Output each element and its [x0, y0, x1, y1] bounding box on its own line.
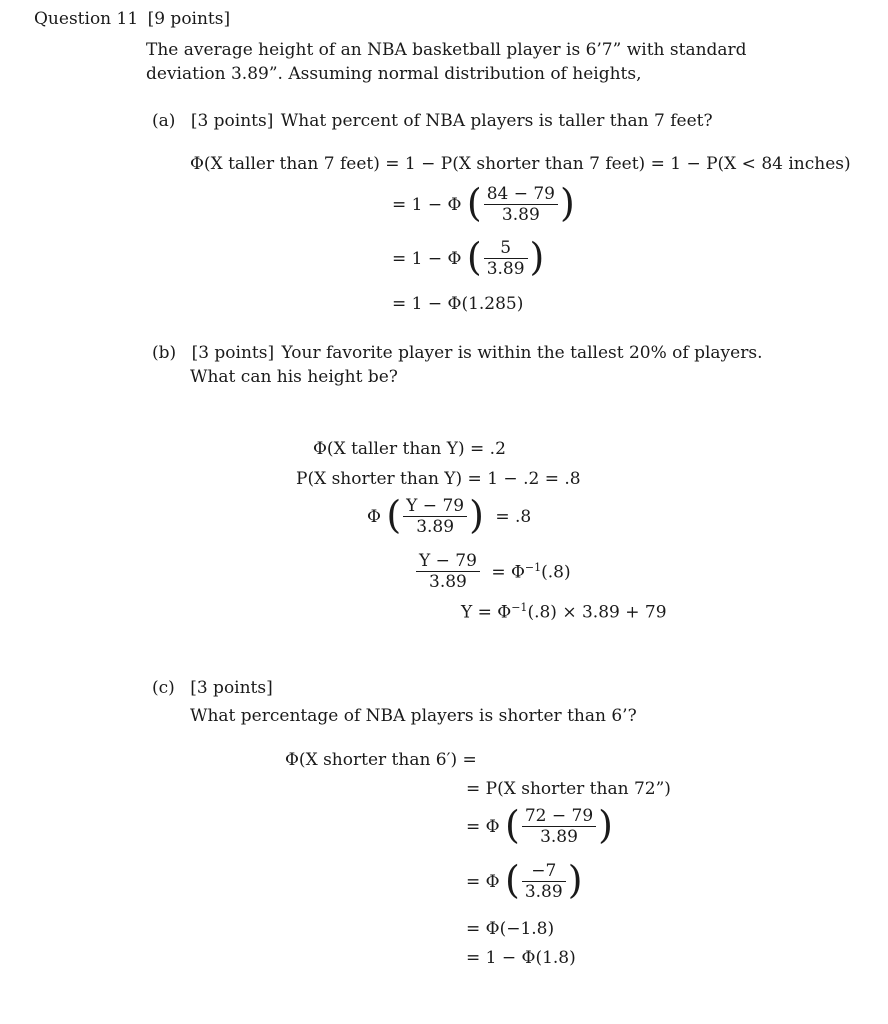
- left-paren: (: [466, 180, 482, 225]
- part-b-eq-5: [461, 601, 667, 623]
- part-c-eq-5: = Φ(−1.8): [466, 919, 555, 939]
- fraction-numerator: −7: [531, 861, 557, 881]
- part-a-eq-1: Φ(X taller than 7 feet) = 1 − P(X shorter than 7 feet) = 1 − P(X < 84 inches): [190, 154, 851, 174]
- part-b-eq-3-suffix: = .8: [495, 506, 532, 527]
- left-paren: (: [386, 492, 402, 537]
- part-a-label: (a): [152, 111, 176, 131]
- fraction-numerator: 5: [500, 238, 512, 258]
- fraction-denominator: 3.89: [484, 258, 528, 279]
- part-b-eq-3-prefix: Φ: [367, 506, 381, 527]
- part-c-header: [152, 678, 273, 698]
- part-b-points: [3 points]: [191, 343, 275, 363]
- part-b-eq-4: [414, 551, 571, 592]
- fraction: [403, 496, 467, 537]
- left-paren: (: [466, 234, 482, 279]
- part-b-question: [152, 343, 762, 363]
- fraction-denominator: 3.89: [484, 204, 558, 225]
- fraction-numerator: 84 − 79: [486, 184, 556, 204]
- part-a-text: What percent of NBA players is taller than 7 feet?: [280, 111, 713, 131]
- part-c-eq-3: [466, 802, 613, 847]
- right-paren: ): [567, 857, 583, 902]
- part-a-eq-4: = 1 − Φ(1.285): [392, 294, 524, 314]
- intro-line-1: The average height of an NBA basketball player is 6’7” with standard: [146, 40, 747, 60]
- left-paren: (: [505, 857, 520, 902]
- part-b-eq-3: [367, 492, 532, 537]
- part-c-label: (c): [152, 678, 175, 698]
- part-a-eq-2-prefix: = 1 − Φ: [392, 194, 462, 215]
- part-c-eq-2: = P(X shorter than 72”): [466, 779, 671, 799]
- part-c-eq-6: = 1 − Φ(1.8): [466, 948, 576, 968]
- fraction: [416, 551, 480, 592]
- fraction: [484, 238, 528, 279]
- right-paren: ): [529, 234, 545, 279]
- question-header: [34, 9, 230, 29]
- part-b-eq-5-lhs: Y = Φ: [461, 602, 512, 623]
- part-b-eq-4-rhs: [491, 561, 570, 583]
- fraction-denominator: 3.89: [522, 826, 596, 847]
- right-paren: ): [560, 180, 575, 225]
- part-a-eq-3-prefix: = 1 − Φ: [392, 248, 462, 269]
- part-a-points: [3 points]: [190, 111, 274, 131]
- right-paren: ): [469, 492, 484, 537]
- inverse-superscript: −1: [524, 560, 542, 574]
- part-c-eq-4: [466, 857, 583, 902]
- part-c-question: What percentage of NBA players is shorter than 6’?: [190, 706, 637, 726]
- part-a-eq-2: [392, 180, 575, 225]
- left-paren: (: [505, 802, 520, 847]
- fraction: [522, 861, 566, 902]
- part-c-eq-4-prefix: = Φ: [466, 871, 500, 892]
- fraction-numerator: 72 − 79: [524, 806, 594, 826]
- question-number: Question 11: [34, 9, 139, 29]
- fraction: [522, 806, 596, 847]
- part-b-eq-5-rest: (.8) × 3.89 + 79: [527, 602, 667, 623]
- fraction: [484, 184, 558, 225]
- part-b-label: (b): [152, 343, 177, 363]
- part-c-eq-3-prefix: = Φ: [466, 816, 500, 837]
- part-a-eq-3: [392, 234, 545, 279]
- phi-symbol: = Φ: [491, 562, 525, 583]
- intro-line-2: deviation 3.89”. Assuming normal distribution of heights,: [146, 64, 642, 84]
- fraction-denominator: 3.89: [416, 571, 480, 592]
- part-b-question-2: What can his height be?: [190, 367, 398, 387]
- phi-argument: (.8): [541, 562, 571, 583]
- part-b-eq-2: P(X shorter than Y) = 1 − .2 = .8: [296, 469, 581, 489]
- part-c-eq-1: Φ(X shorter than 6′) =: [285, 750, 477, 770]
- fraction-numerator: Y − 79: [419, 551, 477, 571]
- inverse-superscript: −1: [511, 601, 528, 614]
- part-c-points: [3 points]: [190, 678, 273, 698]
- fraction-denominator: 3.89: [403, 516, 467, 537]
- part-b-text: Your favorite player is within the tallest 20% of players.: [281, 343, 763, 363]
- part-b-eq-1: Φ(X taller than Y) = .2: [313, 439, 506, 459]
- fraction-numerator: Y − 79: [406, 496, 465, 516]
- right-paren: ): [598, 802, 613, 847]
- fraction-denominator: 3.89: [522, 881, 566, 902]
- part-a-question: [152, 111, 713, 131]
- question-points: [9 points]: [147, 9, 231, 29]
